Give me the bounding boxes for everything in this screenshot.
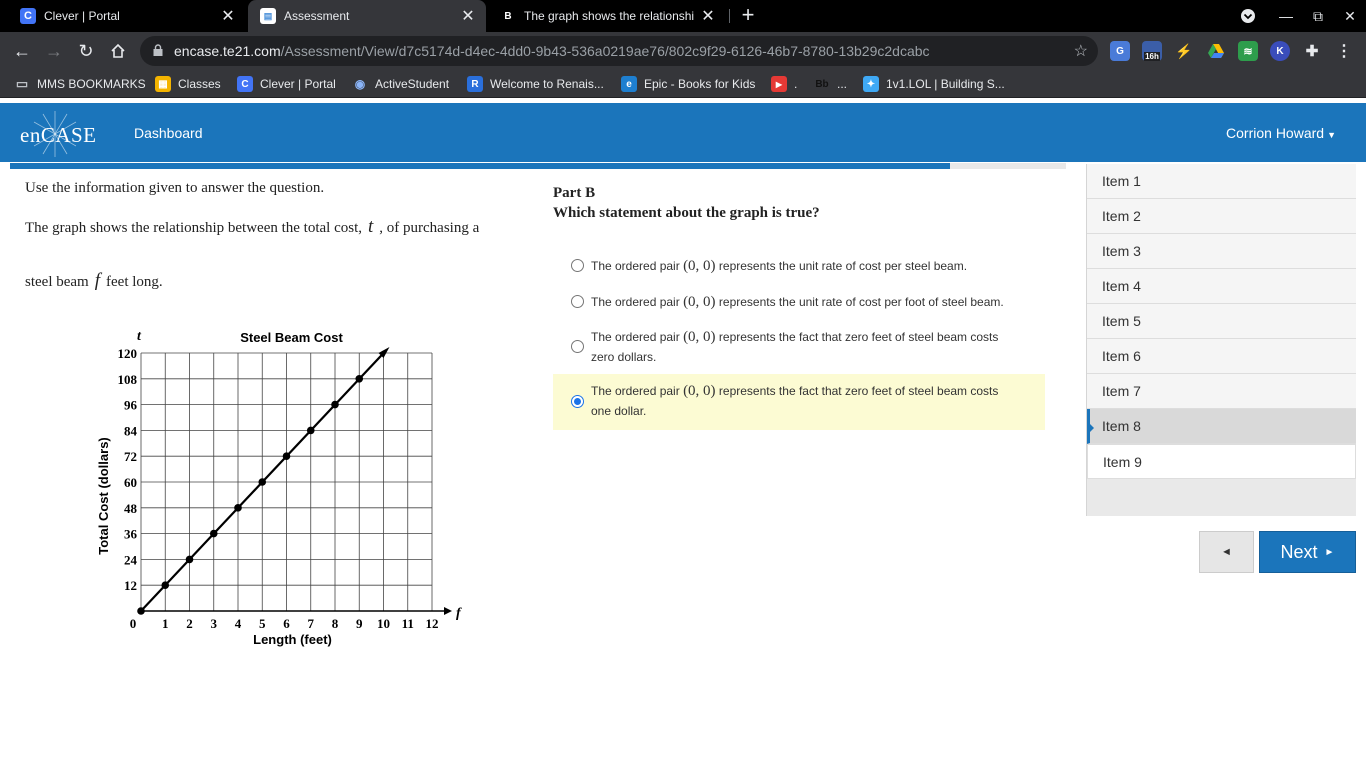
- item-9[interactable]: Item 9: [1087, 444, 1356, 479]
- radio-button[interactable]: [571, 295, 584, 308]
- x-tick-label: 9: [356, 616, 363, 631]
- x-tick-label: 11: [401, 616, 414, 631]
- x-tick-label: 10: [377, 616, 390, 631]
- part-label: Part B: [553, 185, 596, 201]
- progress-fill: [10, 163, 950, 169]
- reload-icon[interactable]: ↻: [78, 40, 94, 61]
- assessment-progress-bar: [10, 163, 1066, 169]
- option-post: represents the unit rate of cost per steel beam.: [718, 259, 968, 273]
- bookmark-star-icon[interactable]: ☆: [1073, 43, 1088, 60]
- bookmark-clever-portal[interactable]: [237, 75, 336, 93]
- bookmark-label: ...: [837, 77, 848, 91]
- new-tab-button[interactable]: +: [741, 2, 755, 27]
- activestudent-icon: ◉: [354, 77, 366, 91]
- y-tick-label: 48: [124, 500, 137, 516]
- url-host: encase.te21.com: [174, 43, 281, 59]
- data-point: [283, 452, 291, 460]
- x-tick-label: 12: [425, 616, 439, 631]
- item-1[interactable]: Item 1: [1087, 164, 1356, 199]
- browser-menu-icon[interactable]: ⋮: [1336, 43, 1352, 60]
- bookmark-label: Welcome to Renais...: [490, 77, 604, 91]
- math-variable-t: t: [368, 216, 374, 237]
- data-point: [210, 530, 218, 538]
- y-tick-label: 60: [124, 475, 137, 490]
- x-tick-label: 8: [331, 616, 339, 631]
- ordered-pair: (0, 0): [683, 294, 716, 310]
- y-tick-label: 24: [124, 552, 137, 568]
- chart-title: Steel Beam Cost: [240, 330, 343, 345]
- ordered-pair: (0, 0): [683, 329, 716, 345]
- option-pre: The ordered pair: [591, 330, 680, 344]
- epic-icon: e: [621, 76, 637, 92]
- restore-icon[interactable]: ⧉: [1313, 7, 1323, 24]
- x-tick-label: 1: [162, 616, 169, 631]
- calendar-extension-icon[interactable]: [1142, 41, 1162, 61]
- brainly-icon: B: [504, 10, 512, 22]
- home-icon[interactable]: [104, 37, 132, 65]
- minimize-icon[interactable]: —: [1279, 8, 1293, 24]
- item-3[interactable]: Item 3: [1087, 234, 1356, 269]
- x-tick-label: 5: [259, 616, 266, 631]
- ordered-pair: (0, 0): [683, 383, 716, 399]
- browser-toolbar: [0, 32, 1366, 70]
- bookmark-mms-bookmarks[interactable]: [14, 75, 146, 93]
- stimulus-line: [25, 216, 479, 238]
- x-tick-label: 6: [283, 616, 290, 631]
- option-pre: The ordered pair: [591, 295, 680, 309]
- x-tick-label: 4: [234, 616, 242, 631]
- answer-option-a[interactable]: [553, 255, 1045, 277]
- extension-badge: 16h: [1145, 52, 1159, 61]
- y-tick-label: 96: [124, 397, 137, 413]
- data-point: [137, 607, 145, 615]
- classes-icon: ▦: [155, 76, 171, 92]
- browser-tab-strip: [0, 0, 1366, 32]
- extension-gray-icon[interactable]: ⚡: [1175, 42, 1193, 59]
- bookmark-epic[interactable]: [621, 75, 755, 93]
- clever-icon: C: [20, 8, 36, 24]
- tab-clever-portal[interactable]: [8, 0, 246, 32]
- x-tick-label: 7: [307, 616, 314, 631]
- next-label: Next: [1280, 541, 1318, 562]
- bookmark-label: MMS BOOKMARKS: [37, 77, 146, 91]
- bookmark-youtube[interactable]: [771, 75, 797, 93]
- close-window-icon[interactable]: ✕: [1344, 7, 1356, 24]
- item-4[interactable]: Item 4: [1087, 269, 1356, 304]
- close-tab-icon[interactable]: ✕: [221, 8, 235, 25]
- address-bar[interactable]: [140, 36, 1098, 66]
- item-navigator: [1086, 164, 1356, 516]
- x-axis-label: Length (feet): [253, 632, 332, 647]
- app-header: [0, 103, 1366, 162]
- folder-icon: ▭: [15, 76, 29, 91]
- tab-assessment[interactable]: [248, 0, 486, 32]
- bookmark-1v1-lol[interactable]: [863, 75, 1005, 93]
- y-axis-variable: t: [137, 329, 141, 344]
- bookmark-blackboard[interactable]: [814, 75, 847, 93]
- stimulus-intro: Use the information given to answer the question.: [25, 180, 325, 196]
- item-5[interactable]: Item 5: [1087, 304, 1356, 339]
- y-axis-label: Total Cost (dollars): [96, 437, 111, 555]
- tab-title: Assessment: [284, 9, 350, 23]
- bookmarks-bar: [0, 70, 1366, 98]
- renaissance-icon: R: [467, 76, 483, 92]
- tab-divider: [729, 9, 730, 23]
- option-text: [591, 327, 1011, 367]
- bookmark-activestudent[interactable]: [352, 75, 449, 93]
- item-label: Item 8: [1102, 418, 1141, 434]
- bookmark-label: Clever | Portal: [260, 77, 336, 91]
- y-tick-label: 120: [117, 346, 137, 361]
- caret-down-icon: ▼: [1327, 130, 1336, 140]
- bookmark-classes[interactable]: [155, 75, 221, 93]
- tab-title: Clever | Portal: [44, 9, 120, 23]
- y-tick-label: 84: [124, 423, 137, 439]
- x-tick-label: 2: [186, 616, 193, 631]
- item-6[interactable]: Item 6: [1087, 339, 1356, 374]
- item-8-current[interactable]: [1087, 409, 1356, 444]
- y-tick-label: 72: [124, 449, 137, 465]
- bookmark-label: Classes: [178, 77, 221, 91]
- game-icon: ✦: [863, 76, 879, 92]
- radio-button-selected[interactable]: [571, 395, 584, 408]
- bookmark-label: .: [794, 77, 798, 91]
- math-variable-f: f: [94, 270, 101, 291]
- tab-search-icon[interactable]: [1232, 0, 1264, 32]
- option-text: [591, 292, 1011, 312]
- data-point: [307, 427, 315, 435]
- back-icon[interactable]: ←: [13, 40, 31, 61]
- y-tick-label: 36: [124, 526, 137, 542]
- previous-button[interactable]: [1199, 531, 1254, 573]
- bookmark-label: 1v1.LOL | Building S...: [886, 77, 1005, 91]
- tab-graph-question[interactable]: [488, 0, 726, 32]
- user-name: Corrion Howard: [1226, 125, 1325, 141]
- extensions-puzzle-icon[interactable]: ✚: [1305, 43, 1319, 60]
- data-point: [161, 581, 169, 589]
- clever-icon: C: [237, 76, 253, 92]
- radio-button[interactable]: [571, 340, 584, 353]
- option-post: represents the fact that zero feet of steel beam costs one dollar.: [591, 384, 999, 418]
- data-point: [331, 401, 339, 409]
- google-translate-icon[interactable]: G: [1110, 41, 1130, 61]
- stimulus-line: [25, 270, 163, 292]
- option-pre: The ordered pair: [591, 259, 680, 273]
- y-tick-label: 108: [117, 371, 137, 387]
- question-panel: [553, 185, 1046, 222]
- steel-beam-cost-graph: [88, 324, 468, 654]
- close-tab-icon[interactable]: ✕: [461, 8, 475, 25]
- user-menu[interactable]: [1226, 125, 1336, 141]
- blackboard-icon: Bb: [814, 76, 830, 92]
- item-7[interactable]: Item 7: [1087, 374, 1356, 409]
- bookmark-label: ActiveStudent: [375, 77, 450, 91]
- next-button[interactable]: [1259, 531, 1356, 573]
- url-path: /Assessment/View/d7c5174d-d4ec-4dd0-9b43-536a0219ae76/802c9f29-6126-46b7-8780-13b29c2dcabc: [280, 43, 930, 59]
- stimulus-text: The graph shows the relationship between the total cost,: [25, 220, 362, 236]
- stimulus-text: feet long.: [106, 274, 163, 290]
- option-pre: The ordered pair: [591, 384, 680, 398]
- tab-title: The graph shows the relationshi: [524, 9, 695, 23]
- kami-extension-icon[interactable]: K: [1270, 41, 1290, 61]
- data-point: [234, 504, 242, 512]
- bookmark-renaissance[interactable]: [467, 75, 604, 93]
- logo-text: enCASE: [20, 123, 97, 147]
- x-axis-arrow: [444, 607, 452, 615]
- data-point: [186, 556, 194, 564]
- next-arrow-icon: ►: [1324, 546, 1335, 558]
- data-point: [258, 478, 266, 486]
- close-tab-icon[interactable]: ✕: [701, 8, 715, 25]
- answer-option-b[interactable]: [553, 291, 1045, 313]
- answer-option-c[interactable]: [553, 326, 1045, 370]
- y-tick-label: 12: [124, 578, 137, 594]
- encase-logo[interactable]: [20, 109, 97, 159]
- document-icon: ▤: [260, 8, 276, 24]
- current-item-marker: [1089, 423, 1094, 433]
- option-text: [591, 256, 1011, 276]
- nav-dashboard-link[interactable]: Dashboard: [134, 125, 203, 141]
- radio-button[interactable]: [571, 259, 584, 272]
- previous-arrow-icon: ◄: [1221, 546, 1232, 558]
- data-point: [355, 375, 363, 383]
- google-drive-icon[interactable]: [1206, 41, 1226, 61]
- ordered-pair: (0, 0): [683, 258, 716, 274]
- question-prompt: Which statement about the graph is true?: [553, 205, 820, 221]
- x-axis-variable: f: [456, 606, 461, 621]
- lock-icon: [153, 44, 165, 59]
- youtube-icon: ▶: [771, 76, 787, 92]
- option-text: [591, 381, 1011, 421]
- cast-extension-icon[interactable]: ≋: [1238, 41, 1258, 61]
- x-tick-label: 0: [129, 616, 137, 631]
- stimulus-text: , of purchasing a: [379, 220, 480, 236]
- stimulus-text: steel beam: [25, 274, 89, 290]
- item-2[interactable]: Item 2: [1087, 199, 1356, 234]
- forward-icon[interactable]: →: [45, 40, 63, 61]
- option-post: represents the fact that zero feet of steel beam costs zero dollars.: [591, 330, 999, 364]
- bookmark-label: Epic - Books for Kids: [644, 77, 756, 91]
- option-post: represents the unit rate of cost per foot of steel beam.: [718, 295, 1004, 309]
- x-tick-label: 3: [210, 616, 217, 631]
- answer-option-d[interactable]: [553, 374, 1045, 430]
